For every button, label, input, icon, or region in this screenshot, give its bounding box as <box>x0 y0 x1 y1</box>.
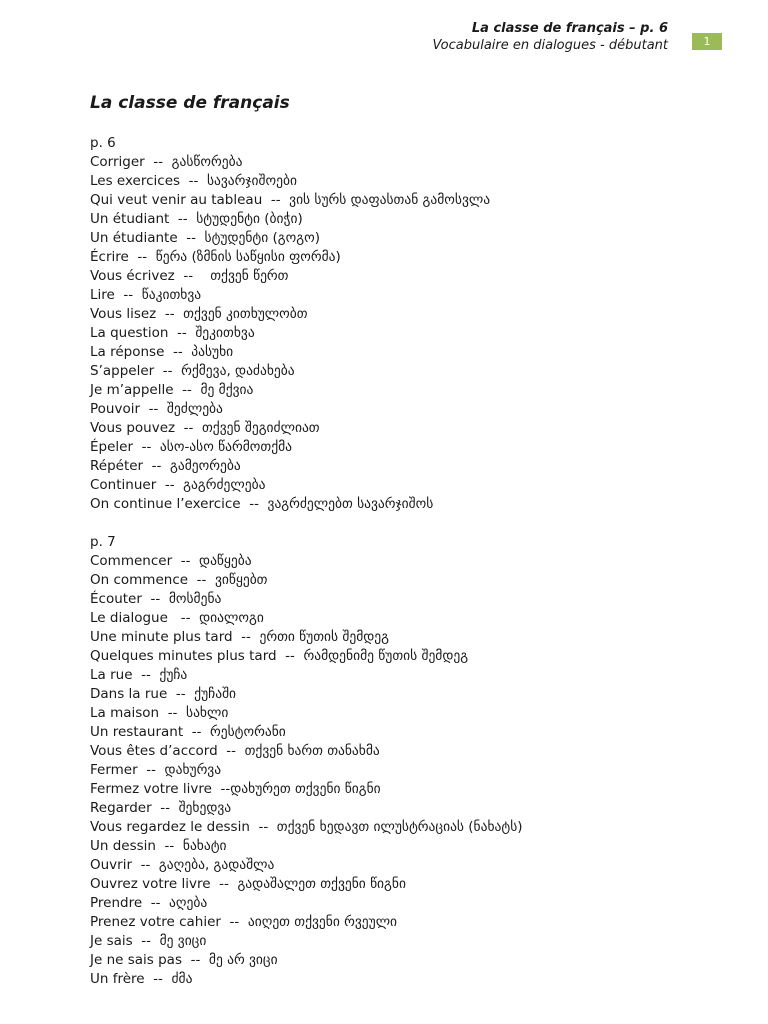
vocab-entry: On continue l’exercice -- ვაგრძელებთ სავარჯიშოს <box>90 496 434 512</box>
vocab-entry: Épeler -- ასო-ასო წარმოთქმა <box>90 439 293 455</box>
vocab-entry: Vous êtes d’accord -- თქვენ ხართ თანახმა <box>90 743 380 759</box>
vocab-entry: Je m’appelle -- მე მქვია <box>90 382 254 398</box>
vocab-entry: La maison -- სახლი <box>90 705 229 721</box>
vocab-entry: Le dialogue -- დიალოგი <box>90 610 264 626</box>
document-title: La classe de français <box>90 93 290 113</box>
vocab-entry: On commence -- ვიწყებთ <box>90 572 268 588</box>
vocab-entry: Un dessin -- ნახატი <box>90 838 227 854</box>
vocab-entry: Dans la rue -- ქუჩაში <box>90 686 237 702</box>
section-heading: p. 7 <box>90 534 116 550</box>
header-subtitle: Vocabulaire en dialogues - débutant <box>432 38 668 53</box>
vocab-entry: La rue -- ქუჩა <box>90 667 188 683</box>
vocab-entry: Fermez votre livre --დახურეთ თქვენი წიგნი <box>90 781 381 797</box>
vocab-entry: Un étudiant -- სტუდენტი (ბიჭი) <box>90 211 303 227</box>
vocab-entry: Prenez votre cahier -- აიღეთ თქვენი რვეული <box>90 914 398 930</box>
vocab-section <box>90 134 523 514</box>
page-number-badge: 1 <box>692 33 722 50</box>
vocab-entry: Écrire -- წერა (ზმნის საწყისი ფორმა) <box>90 249 341 265</box>
vocab-entry: La question -- შეკითხვა <box>90 325 255 341</box>
vocab-entry: Vous écrivez -- თქვენ წერთ <box>90 268 289 284</box>
section-heading: p. 6 <box>90 135 116 151</box>
vocab-entry: Je sais -- მე ვიცი <box>90 933 207 949</box>
vocab-entry: Commencer -- დაწყება <box>90 553 252 569</box>
vocab-entry: Un restaurant -- რესტორანი <box>90 724 286 740</box>
vocab-entry: Ouvrir -- გაღება, გადაშლა <box>90 857 275 873</box>
vocab-entry: Ouvrez votre livre -- გადაშალეთ თქვენი წიგნი <box>90 876 406 892</box>
vocab-entry: La réponse -- პასუხი <box>90 344 234 360</box>
vocab-entry: Continuer -- გაგრძელება <box>90 477 266 493</box>
vocab-entry: S’appeler -- რქმევა, დაძახება <box>90 363 295 379</box>
vocab-entry: Une minute plus tard -- ერთი წუთის შემდეგ <box>90 629 390 645</box>
vocab-entry: Un étudiante -- სტუდენტი (გოგო) <box>90 230 320 246</box>
vocab-entry: Fermer -- დახურვა <box>90 762 222 778</box>
vocab-entry: Prendre -- აღება <box>90 895 208 911</box>
header-title: La classe de français – p. 6 <box>471 21 668 36</box>
vocab-entry: Quelques minutes plus tard -- რამდენიმე წუთის შემდეგ <box>90 648 469 664</box>
vocab-entry: Vous lisez -- თქვენ კითხულობთ <box>90 306 308 322</box>
vocab-entry: Pouvoir -- შეძლება <box>90 401 223 417</box>
vocab-entry: Un frère -- ძმა <box>90 971 193 987</box>
vocab-section <box>90 533 523 989</box>
vocab-entry: Vous regardez le dessin -- თქვენ ხედავთ ილუსტრაციას (ნახატს) <box>90 819 523 835</box>
vocab-entry: Je ne sais pas -- მე არ ვიცი <box>90 952 278 968</box>
vocabulary-content <box>90 134 523 989</box>
vocab-entry: Vous pouvez -- თქვენ შეგიძლიათ <box>90 420 320 436</box>
vocab-entry: Écouter -- მოსმენა <box>90 591 222 607</box>
vocab-entry: Lire -- წაკითხვა <box>90 287 202 303</box>
vocab-entry: Qui veut venir au tableau -- ვის სურს დაფასთან გამოსვლა <box>90 192 491 208</box>
vocab-entry: Regarder -- შეხედვა <box>90 800 232 816</box>
vocab-entry: Corriger -- გასწორება <box>90 154 243 170</box>
page-header <box>433 20 668 54</box>
vocab-entry: Les exercices -- სავარჯიშოები <box>90 173 297 189</box>
vocab-entry: Répéter -- გამეორება <box>90 458 241 474</box>
